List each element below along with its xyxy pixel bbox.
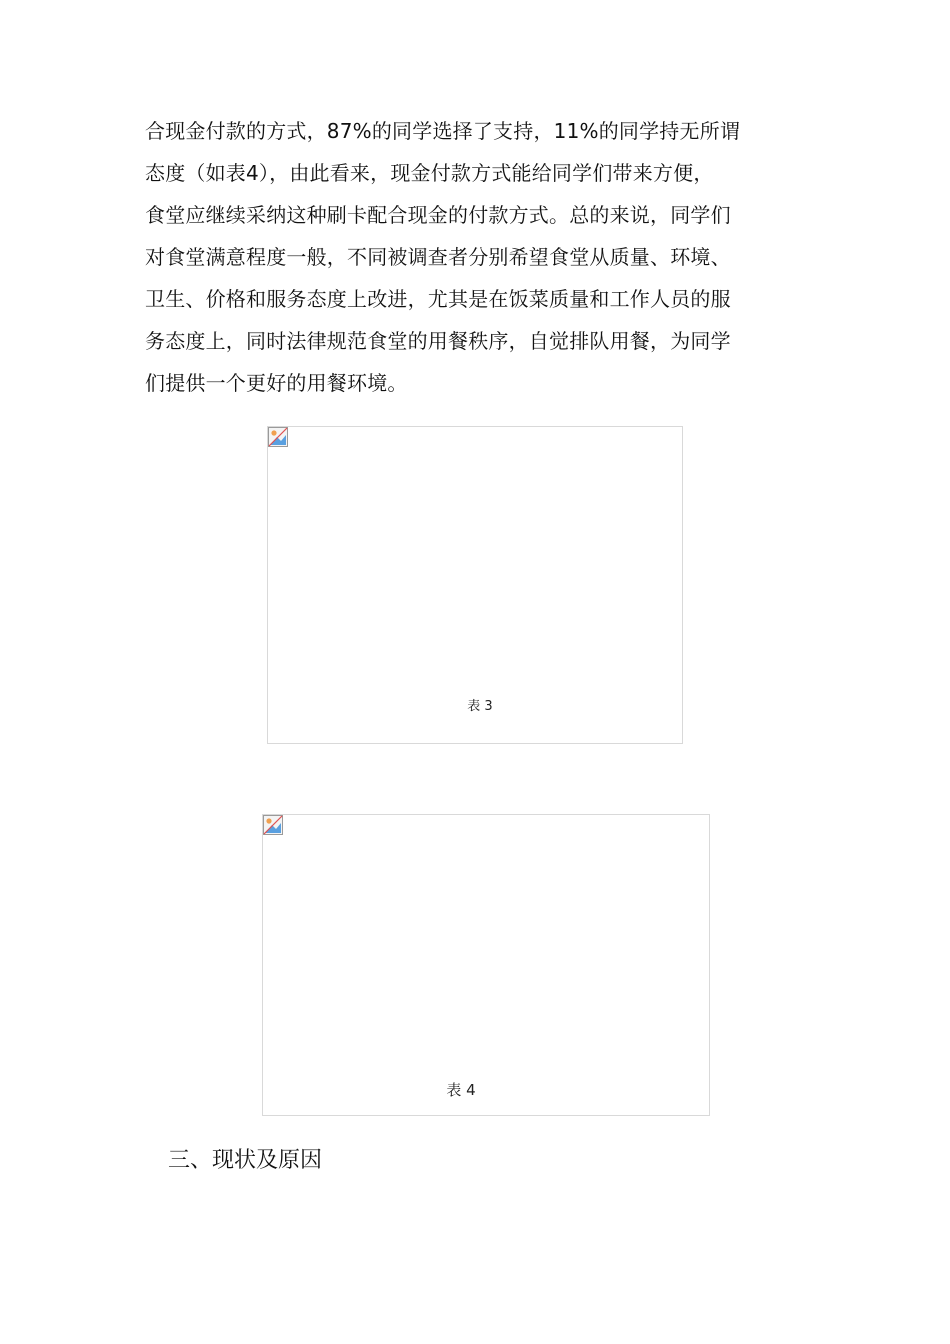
paragraph-line: 食堂应继续采纳这种刷卡配合现金的付款方式。总的来说，同学们	[145, 203, 731, 227]
body-paragraph	[145, 110, 800, 404]
paragraph-line: 务态度上，同时法律规范食堂的用餐秩序，自觉排队用餐，为同学	[145, 329, 731, 353]
paragraph-line: 合现金付款的方式，87%的同学选择了支持，11%的同学持无所谓	[145, 119, 741, 143]
paragraph-line: 们提供一个更好的用餐环境。	[145, 371, 408, 395]
broken-image-icon	[263, 815, 283, 835]
section-heading: 三、现状及原因	[168, 1148, 323, 1173]
figure-table-4	[262, 814, 710, 1116]
paragraph-line: 对食堂满意程度一般，不同被调查者分别希望食堂从质量、环境、	[145, 245, 731, 269]
figure-table-3	[267, 426, 683, 744]
figure-caption: 表 4	[446, 1081, 476, 1099]
broken-image-icon	[268, 427, 288, 447]
figure-caption: 表 3	[467, 699, 493, 714]
paragraph-line: 卫生、价格和服务态度上改进，尤其是在饭菜质量和工作人员的服	[145, 287, 731, 311]
paragraph-line: 态度（如表4），由此看来，现金付款方式能给同学们带来方便，	[145, 161, 714, 185]
